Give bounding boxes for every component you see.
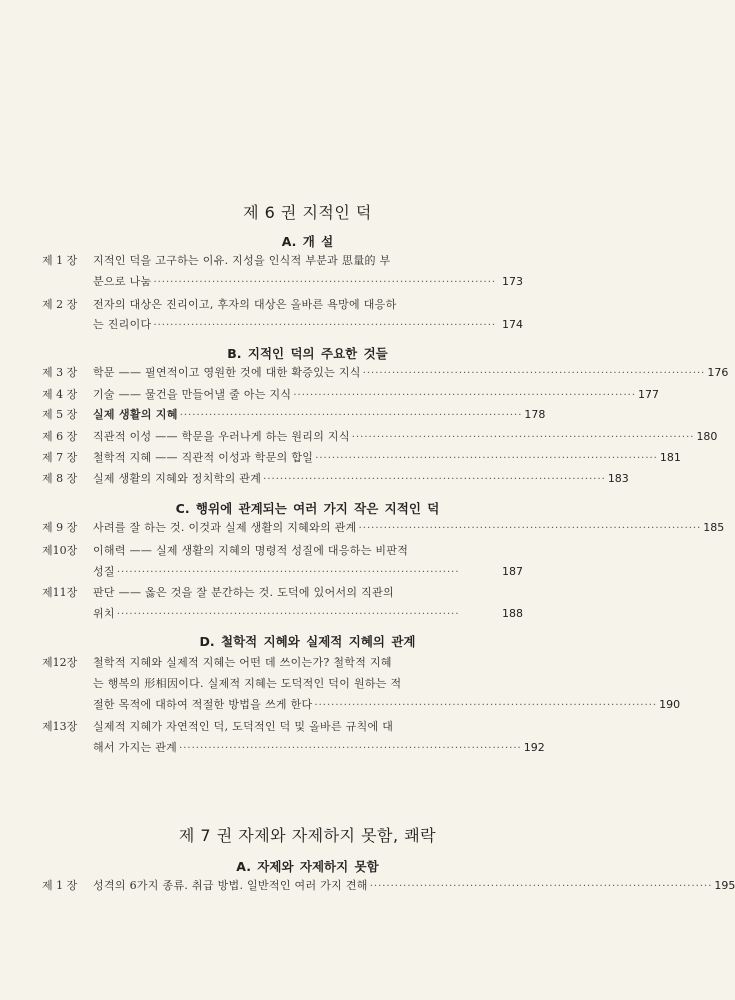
leader-dots: ··················································································: [293, 390, 636, 401]
entry-text-line: 철학적 지혜와 실제적 지혜는 어떤 데 쓰이는가? 철학적 지혜: [93, 656, 392, 669]
page-number: 187: [502, 565, 523, 578]
page-number: 173: [502, 275, 523, 288]
section-heading: D. 철학적 지혜와 실제적 지혜의 관계: [199, 634, 416, 649]
page-number: 178: [524, 408, 546, 421]
chapter-number: 제 8 장: [42, 472, 78, 485]
page-number: 174: [502, 318, 523, 331]
leader-dots: ··················································································: [358, 523, 702, 534]
leader-dots: ··················································································: [116, 567, 460, 578]
page-number: 176: [707, 366, 729, 379]
leader-dots: ··················································································: [362, 368, 706, 379]
chapter-number: 제 7 장: [42, 451, 78, 464]
entry-text-line: 이해력 —— 실제 생활의 지혜의 명령적 성질에 대응하는 비판적: [93, 544, 409, 557]
entry-text-line: 지적인 덕을 고구하는 이유. 지성을 인식적 부분과 思量的 부: [93, 254, 391, 267]
entry-text-line: 는 진리이다 ·················································································· 174: [93, 314, 523, 336]
entry-text-line: 철학적 지혜 —— 직관적 이성과 학문의 합일 ·················································································· 181: [93, 447, 523, 469]
leader-dots: ··················································································: [314, 700, 658, 711]
entry-text-line: 실제 생활의 지혜 ·················································································· 178: [93, 404, 523, 426]
leader-dots: ··················································································: [263, 474, 606, 485]
leader-dots: ··················································································: [179, 410, 523, 421]
section-heading: B. 지적인 덕의 주요한 것들: [227, 346, 388, 361]
chapter-number: 제11장: [42, 586, 78, 599]
page-number: 192: [523, 741, 545, 754]
chapter-number: 제10장: [42, 544, 78, 557]
section-heading: C. 행위에 관계되는 여러 가지 작은 지적인 덕: [175, 501, 440, 516]
chapter-number: 제 3 장: [42, 366, 78, 379]
chapter-number: 제 6 장: [42, 430, 78, 443]
leader-dots: ··················································································: [116, 609, 460, 620]
entry-text-line: 전자의 대상은 진리이고, 후자의 대상은 올바른 욕망에 대응하: [93, 298, 397, 311]
leader-dots: ··················································································: [315, 453, 658, 464]
book7-title: 제 7 권 자제와 자제하지 못함, 쾌락: [178, 826, 437, 845]
chapter-number: 제 4 장: [42, 388, 78, 401]
entry-text-line: 는 행복의 形相因이다. 실제적 지혜는 도덕적인 덕이 원하는 적: [93, 677, 402, 690]
section-heading: A. 자제와 자제하지 못함: [236, 859, 379, 874]
chapter-number: 제 9 장: [42, 521, 78, 534]
leader-dots: ··················································································: [179, 743, 522, 754]
entry-text-line: 해서 가지는 관계 ·················································································· 192: [93, 737, 523, 759]
page-number: 195: [714, 879, 735, 892]
entry-text-line: 위치 ·················································································· 188: [93, 603, 523, 625]
chapter-number: 제13장: [42, 720, 78, 733]
entry-text-line: 성질 ·················································································· 187: [93, 561, 523, 583]
entry-text-line: 판단 —— 옳은 것을 잘 분간하는 것. 도덕에 있어서의 직관의: [93, 586, 394, 599]
page-number: 180: [696, 430, 718, 443]
page-number: 177: [638, 388, 659, 401]
entry-text-line: 학문 —— 필연적이고 영원한 것에 대한 확증있는 지식 ·················································································· 176: [93, 362, 523, 384]
entry-text-line: 실제 생활의 지혜와 정치학의 관계 ·················································································· 183: [93, 468, 523, 490]
chapter-number: 제12장: [42, 656, 78, 669]
page-number: 188: [502, 607, 523, 620]
chapter-number: 제 1 장: [42, 254, 78, 267]
book6-title: 제 6 권 지적인 덕: [243, 203, 372, 222]
entry-text-line: 직관적 이성 —— 학문을 우러나게 하는 원리의 지식 ·················································································· 180: [93, 426, 523, 448]
chapter-number: 제 5 장: [42, 408, 78, 421]
entry-text-line: 절한 목적에 대하여 적절한 방법을 쓰게 한다 ·················································································· 190: [93, 694, 523, 716]
page-number: 190: [659, 698, 681, 711]
page-number: 183: [607, 472, 629, 485]
leader-dots: ··················································································: [369, 881, 713, 892]
page-number: 181: [659, 451, 681, 464]
section-heading: A. 개 설: [281, 234, 334, 249]
chapter-number: 제 1 장: [42, 879, 78, 892]
entry-text-line: 기술 —— 물건을 만들어낼 줄 아는 지식 ·················································································· 177: [93, 384, 523, 406]
entry-text-line: 사려를 잘 하는 것. 이것과 실제 생활의 지혜와의 관계 ·················································································· 185: [93, 517, 523, 539]
leader-dots: ··················································································: [351, 432, 695, 443]
leader-dots: ··················································································: [153, 320, 497, 331]
entry-text-line: 실제적 지혜가 자연적인 덕, 도덕적인 덕 및 올바른 규칙에 대: [93, 720, 394, 733]
page-number: 185: [703, 521, 725, 534]
leader-dots: ··················································································: [153, 277, 497, 288]
chapter-number: 제 2 장: [42, 298, 78, 311]
entry-text-line: 성격의 6가지 종류. 취급 방법. 일반적인 여러 가지 견해 ·················································································· 195: [93, 875, 523, 897]
entry-text-line: 분으로 나눔 ·················································································· 173: [93, 271, 523, 293]
